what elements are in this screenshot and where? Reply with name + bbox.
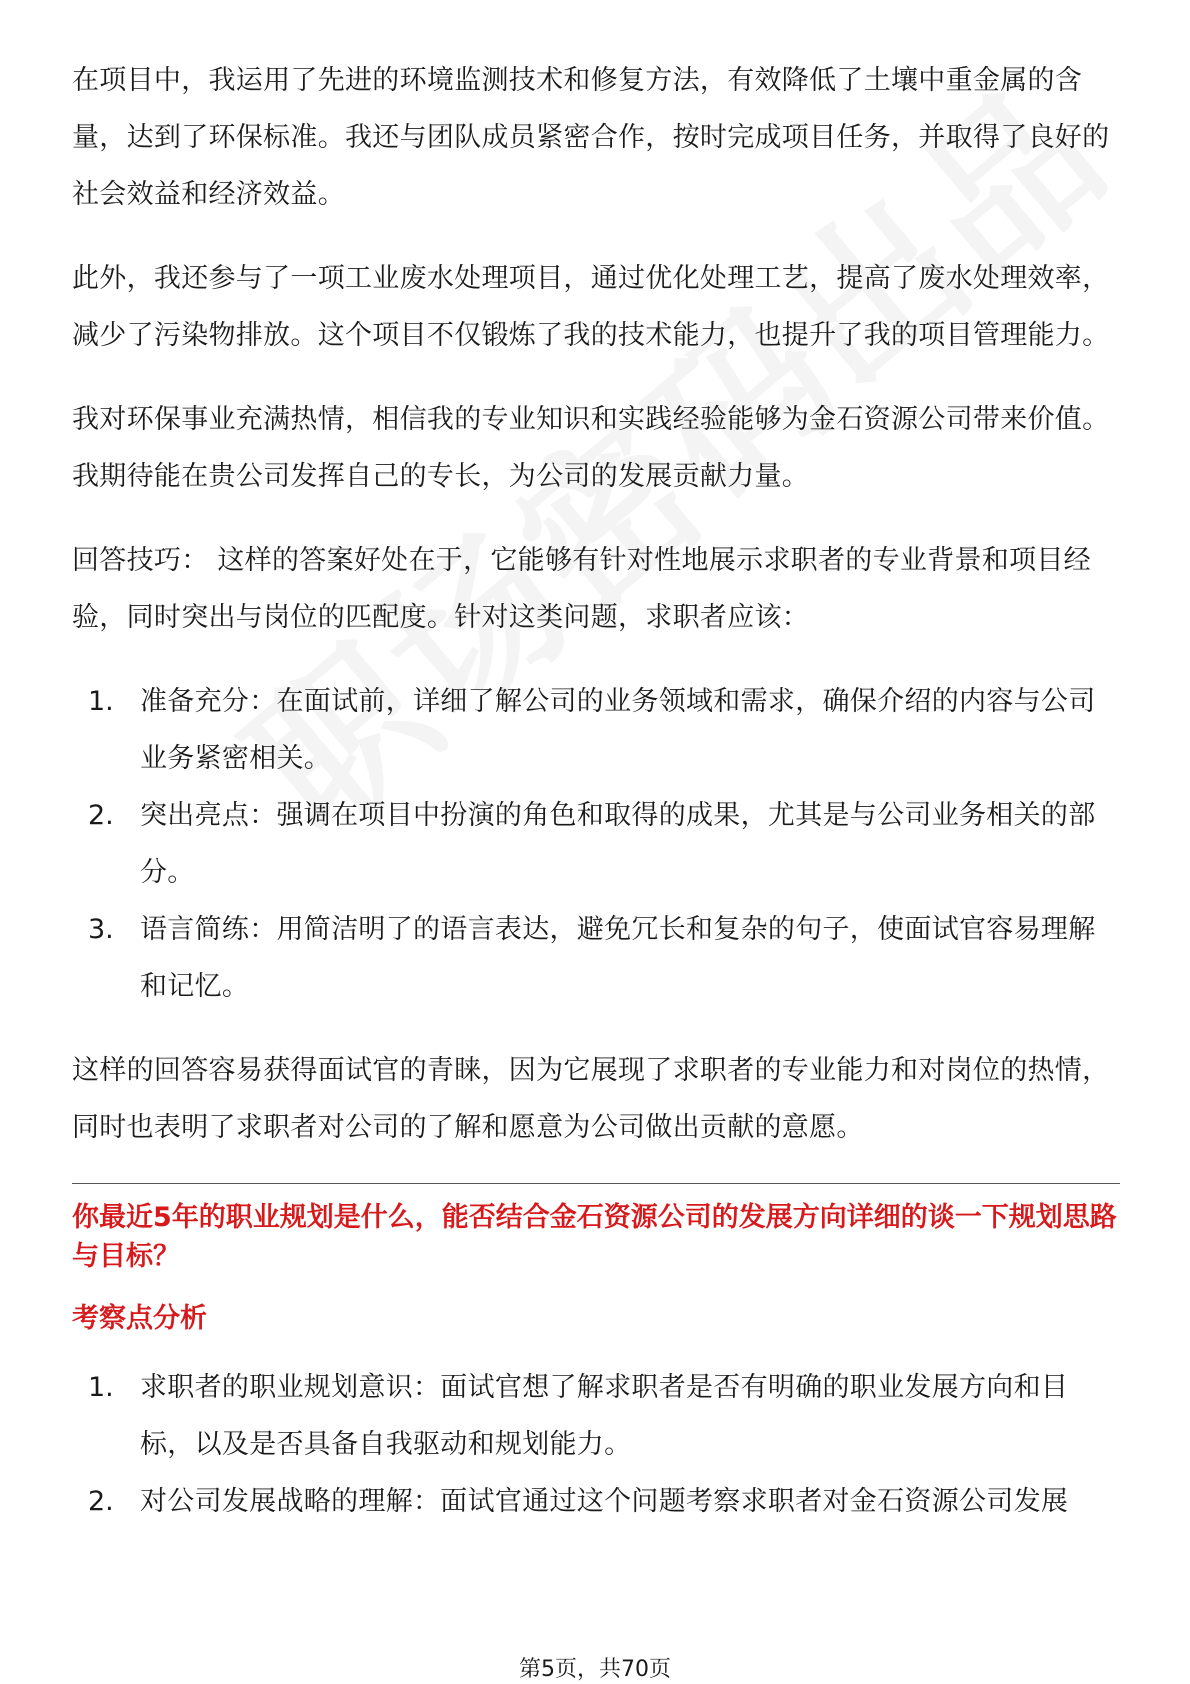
- list-text: 语言简练：用简洁明了的语言表达，避免冗长和复杂的句子，使面试官容易理解和记忆。: [140, 914, 1096, 1002]
- list-text: 突出亮点：强调在项目中扮演的角色和取得的成果，尤其是与公司业务相关的部分。: [140, 800, 1096, 888]
- section-divider: [72, 1183, 1120, 1184]
- list-text: 对公司发展战略的理解：面试官通过这个问题考察求职者对金石资源公司发展: [140, 1486, 1069, 1517]
- document-body: [72, 52, 1120, 1557]
- page-footer: 第5页，共70页: [519, 1657, 671, 1682]
- analysis-heading: 考察点分析: [72, 1303, 207, 1334]
- list-number: 1.: [88, 1372, 114, 1403]
- analysis-list: [72, 1359, 1120, 1530]
- list-item: [72, 1359, 1120, 1473]
- list-number: 1.: [88, 686, 114, 717]
- paragraph-answer-tips: 回答技巧： 这样的答案好处在于，它能够有针对性地展示求职者的专业背景和项目经验，同时突出与岗位的匹配度。针对这类问题，求职者应该：: [72, 545, 1091, 633]
- list-item: [72, 787, 1120, 901]
- paragraph-project-wastewater: 此外，我还参与了一项工业废水处理项目，通过优化处理工艺，提高了废水处理效率，减少了污染物排放。这个项目不仅锻炼了我的技术能力，也提升了我的项目管理能力。: [72, 263, 1110, 351]
- paragraph-closing: 这样的回答容易获得面试官的青睐，因为它展现了求职者的专业能力和对岗位的热情，同时也表明了求职者对公司的了解和愿意为公司做出贡献的意愿。: [72, 1055, 1110, 1143]
- tips-list: [72, 673, 1120, 1015]
- list-item: [72, 673, 1120, 787]
- list-item: [72, 901, 1120, 1015]
- list-text: 准备充分：在面试前，详细了解公司的业务领域和需求，确保介绍的内容与公司业务紧密相关。: [140, 686, 1096, 774]
- interview-question: 你最近5年的职业规划是什么，能否结合金石资源公司的发展方向详细的谈一下规划思路与目标？: [72, 1202, 1117, 1272]
- paragraph-project-soil: 在项目中，我运用了先进的环境监测技术和修复方法，有效降低了土壤中重金属的含量，达到了环保标准。我还与团队成员紧密合作，按时完成项目任务，并取得了良好的社会效益和经济效益。: [72, 65, 1110, 210]
- list-number: 3.: [88, 914, 114, 945]
- list-text: 求职者的职业规划意识：面试官想了解求职者是否有明确的职业发展方向和目标，以及是否具备自我驱动和规划能力。: [140, 1372, 1069, 1460]
- list-number: 2.: [88, 1486, 114, 1517]
- list-number: 2.: [88, 800, 114, 831]
- list-item: [72, 1473, 1120, 1530]
- paragraph-passion: 我对环保事业充满热情，相信我的专业知识和实践经验能够为金石资源公司带来价值。我期待能在贵公司发挥自己的专长，为公司的发展贡献力量。: [72, 404, 1110, 492]
